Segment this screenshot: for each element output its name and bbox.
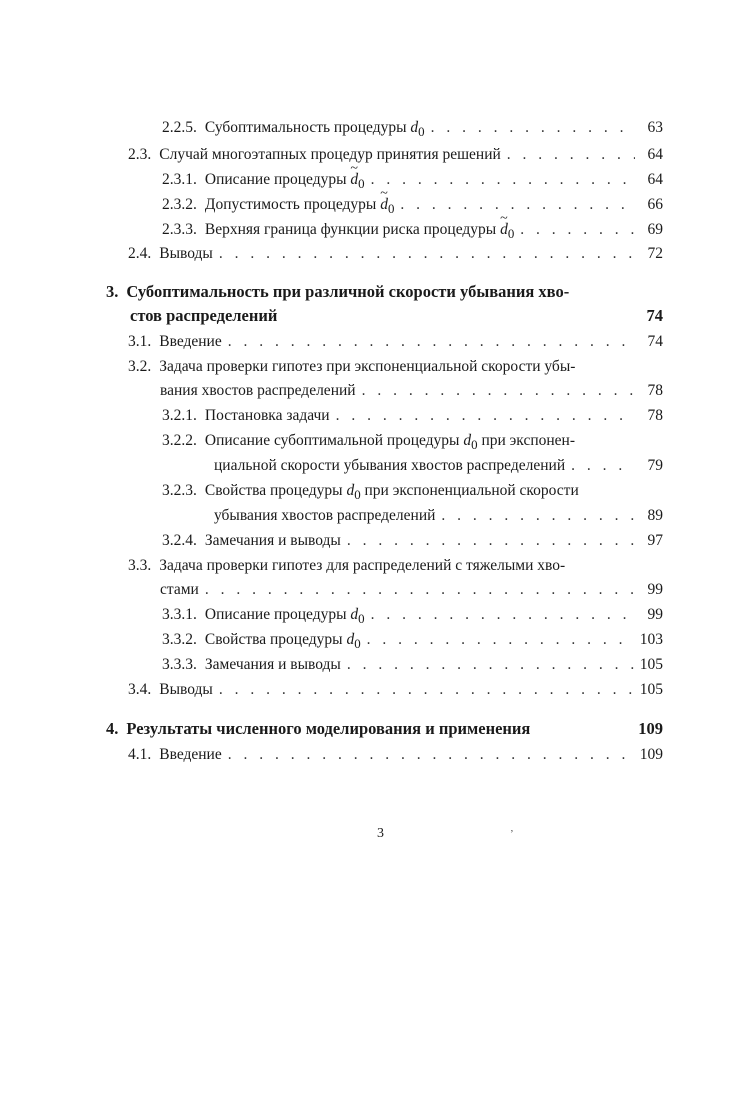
entry-number: 3.1. xyxy=(128,333,152,350)
entry-number: 2.2.5. xyxy=(162,119,197,136)
entry-number: 2.3.3. xyxy=(162,221,197,238)
entry-page: 89 xyxy=(647,507,663,524)
entry-page: 64 xyxy=(647,171,663,188)
leader-dots xyxy=(431,118,635,138)
entry-page: 103 xyxy=(639,631,663,648)
chapter-number: 3. xyxy=(106,282,119,301)
entry-title: Введение xyxy=(159,746,222,763)
leader-dots xyxy=(371,605,635,625)
entry-title: Случай многоэтапных процедур принятия решений xyxy=(159,146,501,163)
entry-title-line1: Задача проверки гипотез для распределений с тяжелыми хво- xyxy=(159,557,566,574)
entry-number: 3.3.2. xyxy=(162,631,197,648)
leader-dots xyxy=(347,655,634,675)
entry-number: 3.2.4. xyxy=(162,532,197,549)
toc-entry-3-2-3[interactable] xyxy=(162,481,663,505)
entry-title: Допустимость процедуры ~ $d_0$ xyxy=(205,195,395,219)
entry-number: 3.2.1. xyxy=(162,407,197,424)
entry-page: 105 xyxy=(639,656,663,673)
leader-dots xyxy=(347,531,635,551)
entry-title-line1: Задача проверки гипотез при экспоненциальной скорости убы- xyxy=(159,358,576,375)
entry-page: 99 xyxy=(647,606,663,623)
entry-page: 78 xyxy=(647,407,663,424)
entry-number: 2.3. xyxy=(128,146,152,163)
entry-number: 3.2.3. xyxy=(162,482,197,499)
toc-entry-3-2-cont[interactable] xyxy=(160,381,663,401)
tilde-accent: ~ d xyxy=(380,195,388,215)
toc-entry-3-2-1[interactable] xyxy=(162,406,663,426)
toc-entry-3-4[interactable] xyxy=(128,680,663,700)
entry-title: Замечания и выводы xyxy=(204,656,341,673)
toc-entry-3-3-1[interactable] xyxy=(162,605,663,629)
toc-entry-2-4[interactable] xyxy=(128,244,663,264)
entry-page: 74 xyxy=(647,333,663,350)
toc-entry-4-1[interactable] xyxy=(128,745,663,765)
leader-dots xyxy=(228,332,635,352)
leader-dots xyxy=(219,680,634,700)
entry-page: 66 xyxy=(647,196,663,213)
entry-page: 69 xyxy=(647,221,663,238)
leader-dots xyxy=(371,170,635,190)
leader-dots xyxy=(219,244,635,264)
leader-dots xyxy=(400,195,635,215)
entry-page: 105 xyxy=(639,681,663,698)
entry-page: 64 xyxy=(647,146,663,163)
entry-number: 4.1. xyxy=(128,746,152,763)
leader-dots xyxy=(520,220,635,240)
entry-number: 2.3.1. xyxy=(162,171,197,188)
entry-number: 2.4. xyxy=(128,245,152,262)
leader-dots xyxy=(507,145,635,165)
entry-number: 3.3. xyxy=(128,557,152,574)
entry-title: Выводы xyxy=(159,245,213,262)
leader-dots xyxy=(362,381,635,401)
chapter-page: 74 xyxy=(646,306,663,325)
entry-page: 97 xyxy=(647,532,663,549)
toc-entry-3-3[interactable] xyxy=(128,556,663,576)
entry-number: 3.2.2. xyxy=(162,432,197,449)
entry-title: Описание процедуры ~ $d_0$ xyxy=(205,170,365,194)
entry-title: Верхняя граница функции риска процедуры ~ $d_0$ xyxy=(205,220,514,244)
toc-entry-3-2[interactable] xyxy=(128,357,663,377)
entry-page: 63 xyxy=(647,119,663,136)
entry-title-line2: циальной скорости убывания хвостов распределений xyxy=(214,457,566,474)
entry-number: 3.4. xyxy=(128,681,152,698)
entry-page: 109 xyxy=(639,746,663,763)
chapter-page: 109 xyxy=(638,719,663,738)
toc-entry-2-3-3[interactable] xyxy=(162,220,663,244)
entry-number: 3.3.3. xyxy=(162,656,197,673)
entry-title-line2: убывания хвостов распределений xyxy=(214,507,436,524)
entry-number: 3.2. xyxy=(128,358,152,375)
entry-title: Свойства процедуры $d_0$ xyxy=(204,631,361,652)
entry-number: 2.3.2. xyxy=(162,196,197,213)
leader-dots xyxy=(367,630,634,650)
scan-speck: ʼ xyxy=(510,828,514,840)
page-number: 3 xyxy=(377,826,384,841)
toc-entry-2-3-2[interactable] xyxy=(162,195,663,219)
entry-page: 99 xyxy=(647,581,663,598)
leader-dots xyxy=(336,406,635,426)
entry-page: 79 xyxy=(647,457,663,474)
toc-entry-3-2-4[interactable] xyxy=(162,531,663,551)
leader-dots xyxy=(228,745,634,765)
toc-entry-3-3-2[interactable] xyxy=(162,630,663,654)
chapter-title-line2: стов распределений xyxy=(130,306,278,325)
toc-chapter-4[interactable] xyxy=(106,719,663,739)
tilde-accent: ~ d xyxy=(350,170,358,190)
toc-entry-3-1[interactable] xyxy=(128,332,663,352)
leader-dots xyxy=(571,456,635,476)
chapter-title-line1: Субоптимальность при различной скорости убывания хво- xyxy=(126,282,570,301)
entry-title: Введение xyxy=(159,333,222,350)
entry-title-line2: вания хвостов распределений xyxy=(160,382,356,399)
toc-entry-3-2-2-cont[interactable] xyxy=(214,456,663,476)
toc-entry-2-2-5[interactable] xyxy=(162,118,663,142)
entry-page: 72 xyxy=(647,245,663,262)
toc-entry-3-2-2[interactable] xyxy=(162,431,663,455)
entry-number: 3.3.1. xyxy=(162,606,197,623)
toc-chapter-3[interactable] xyxy=(106,282,663,302)
chapter-number: 4. xyxy=(106,719,119,738)
entry-title-line2: стами xyxy=(160,581,199,598)
toc-entry-3-2-3-cont[interactable] xyxy=(214,506,663,526)
entry-title-line1: Свойства процедуры $d_0$ при экспоненциальной скорости xyxy=(204,482,579,503)
entry-title: Описание процедуры $d_0$ xyxy=(204,606,365,627)
toc-entry-3-3-cont[interactable] xyxy=(160,580,663,600)
entry-title: Выводы xyxy=(159,681,213,698)
entry-title: Постановка задачи xyxy=(204,407,330,424)
entry-title: Субоптимальность процедуры $d_0$ xyxy=(204,119,425,140)
entry-page: 78 xyxy=(647,382,663,399)
toc-entry-2-3[interactable] xyxy=(128,145,663,165)
chapter-title: Результаты численного моделирования и применения xyxy=(126,719,531,738)
tilde-accent: ~ d xyxy=(500,220,508,240)
toc-entry-2-3-1[interactable] xyxy=(162,170,663,194)
toc-chapter-3-cont[interactable] xyxy=(130,306,663,326)
leader-dots xyxy=(441,506,635,526)
leader-dots xyxy=(205,580,635,600)
entry-title-line1: Описание субоптимальной процедуры $d_0$ при экспонен- xyxy=(204,432,576,453)
toc-entry-3-3-3[interactable] xyxy=(162,655,663,675)
entry-title: Замечания и выводы xyxy=(204,532,341,549)
